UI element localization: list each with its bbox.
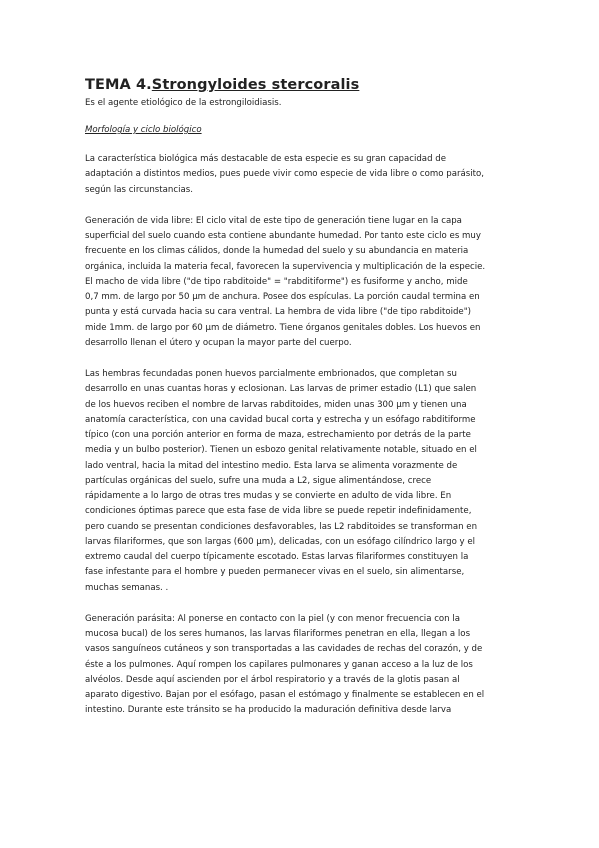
text-line: orgánica, incluida la materia fecal, favorecen la supervivencia y multiplicación de la especie. <box>85 261 486 272</box>
text-line: lado ventral, hacia la mitad del intestino medio. Esta larva se alimenta vorazmente de <box>85 460 458 471</box>
title-prefix: TEMA 4. <box>85 77 152 93</box>
text-line: fase infestante para el hombre y pueden permanecer vivas en el suelo, sin alimentarse, <box>85 567 465 578</box>
text-line: frecuente en los climas cálidos, donde la humedad del suelo y su abundancia en materia <box>85 246 469 257</box>
text-line: extremo caudal del cuerpo típicamente escotado. Estas larvas filariformes constituyen la <box>85 552 469 562</box>
text-line: condiciones óptimas parece que esta fase de vida libre se puede repetir indefinidamente, <box>85 506 472 517</box>
paragraph-intro <box>85 152 515 198</box>
document-page <box>85 76 515 719</box>
text-line: mide 1mm. de largo por 60 µm de diámetro. Tiene órganos genitales dobles. Los huevos en <box>85 322 481 333</box>
text-line: Generación de vida libre: El ciclo vital de este tipo de generación tiene lugar en la capa <box>85 215 462 226</box>
text-line: anatomía característica, con una cavidad bucal corta y estrecha y un esófago rabditiforme <box>85 414 476 425</box>
text-line: típico (con una porción anterior en forma de maza, estrechamiento por detrás de la parte <box>85 430 471 440</box>
document-title <box>85 76 515 94</box>
text-line: media y un bulbo posterior). Tienen un esbozo genital relativamente notable, situado en el <box>85 445 477 456</box>
section-heading: Morfología y ciclo biológico <box>85 125 202 135</box>
text-line: partículas orgánicas del suelo, sufre una muda a L2, sigue alimentándose, crece <box>85 475 432 486</box>
text-line: adaptación a distintos medios, pues puede vivir como especie de vida libre o como parásito, <box>85 169 485 180</box>
text-line: rápidamente a lo largo de otras tres mudas y se convierte en adulto de vida libre. En <box>85 491 452 501</box>
text-line: vasos sanguíneos cutáneos y son transportadas a las cavidades de rechas del corazón, y de <box>85 644 483 655</box>
text-line: Generación parásita: Al ponerse en contacto con la piel (y con menor frecuencia con la <box>85 613 461 624</box>
paragraph-parasitic <box>85 612 515 719</box>
document-subtitle: Es el agente etiológico de la estrongiloidiasis. <box>85 98 282 108</box>
text-line: éste a los pulmones. Aquí rompen los capilares pulmonares y ganan acceso a la luz de los <box>85 659 473 670</box>
text-line: según las circunstancias. <box>85 184 193 195</box>
text-line: aparato digestivo. Bajan por el esófago, pasan el estómago y finalmente se establecen en el <box>85 690 485 700</box>
text-line: 0,7 mm. de largo por 50 µm de anchura. Posee dos espículas. La porción caudal termina en <box>85 292 480 302</box>
text-line: pero cuando se presentan condiciones desfavorables, las L2 rabditoides se transforman en <box>85 521 478 532</box>
text-line: mucosa bucal) de los seres humanos, las larvas filariformes penetran en ella, llegan a los <box>85 629 471 639</box>
text-line: punta y está curvada hacia su cara ventral. La hembra de vida libre ("de tipo rabditoide") <box>85 307 472 318</box>
paragraph-free-living <box>85 214 515 351</box>
paragraph-larvae <box>85 367 515 596</box>
text-line: desarrollo en unas cuantas horas y eclosionan. Las larvas de primer estadio (L1) que salen <box>85 384 477 395</box>
text-line: El macho de vida libre ("de tipo rabditoide" = "rabditiforme") es fusiforme y ancho, mide <box>85 276 468 287</box>
text-line: muchas semanas. . <box>85 582 169 593</box>
text-line: alvéolos. Desde aquí ascienden por el árbol respiratorio y a través de la glotis pasan al <box>85 674 460 685</box>
text-line: intestino. Durante este tránsito se ha producido la maduración definitiva desde larva <box>85 705 452 716</box>
title-species: Strongyloides stercoralis <box>151 77 360 93</box>
text-line: de los huevos reciben el nombre de larvas rabditoides, miden unas 300 µm y tienen una <box>85 399 467 410</box>
text-line: La característica biológica más destacable de esta especie es su gran capacidad de <box>85 154 447 164</box>
text-line: Las hembras fecundadas ponen huevos parcialmente embrionados, que completan su <box>85 369 457 379</box>
text-line: larvas filariformes, que son largas (600 µm), delicadas, con un esófago cilíndrico largo y el <box>85 536 476 547</box>
text-line: desarrollo llenan el útero y ocupan la mayor parte del cuerpo. <box>85 337 352 348</box>
text-line: superficial del suelo cuando esta contiene abundante humedad. Por tanto este ciclo es muy <box>85 231 481 241</box>
